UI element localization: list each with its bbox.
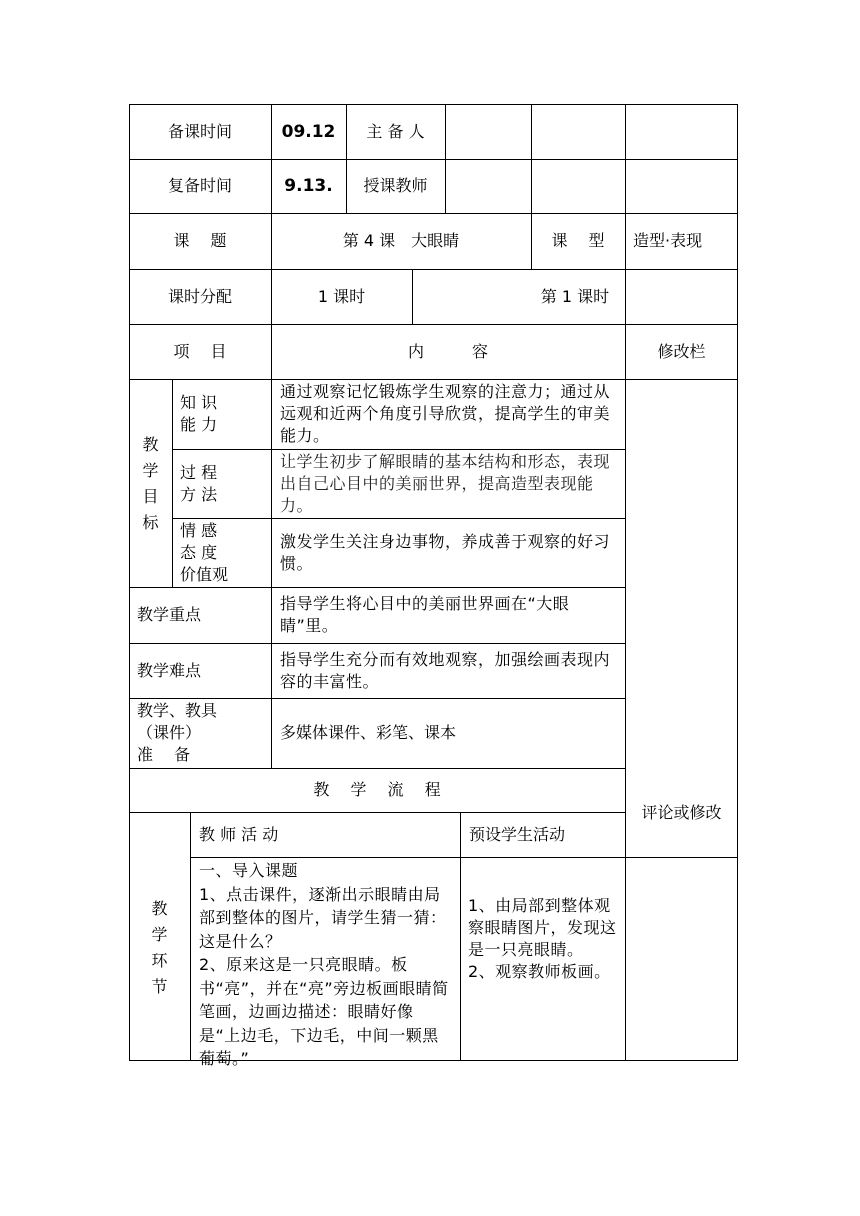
- lead-preparer-label: 主 备 人: [366, 121, 425, 141]
- materials-label: 教学、教具 （课件） 准 备: [137, 701, 218, 764]
- materials-text: 多媒体课件、彩笔、课本: [280, 723, 457, 742]
- key-points-text: 指导学生将心目中的美丽世界画在“大眼睛”里。: [280, 594, 570, 635]
- teacher-label: 授课教师: [363, 176, 428, 195]
- emotion-text: 激发学生关注身边事物，养成善于观察的好习惯。: [280, 531, 611, 573]
- student-activity-text: 1、由局部到整体观察眼睛图片，发现这是一只亮眼睛。 2、观察教师板画。: [468, 896, 617, 981]
- comment-column-header: 评论或修改: [641, 802, 722, 822]
- knowledge-text: 通过观察记忆锻炼学生观察的注意力；通过从远观和近两个角度引导欣赏，提高学生的审美能力。: [280, 382, 611, 445]
- flow-title: 教 学 流 程: [313, 780, 441, 799]
- difficulties-label: 教学难点: [137, 660, 202, 680]
- emotion-label: 情 感 态 度 价值观: [180, 520, 229, 584]
- process-label: 过 程 方 法: [180, 462, 218, 504]
- flow-section-label: 教 学 环 节: [151, 899, 168, 996]
- type-value: 造型·表现: [633, 231, 703, 250]
- topic-label: 课 题: [173, 231, 227, 250]
- lead-preparer-value: [445, 104, 531, 159]
- prep-time-value: 09.12: [281, 121, 336, 142]
- comment-cell: [625, 857, 738, 1061]
- topic-value: 第 4 课 大眼睛: [342, 231, 460, 250]
- hours-value: 1 课时: [317, 286, 366, 306]
- student-activity-header: 预设学生活动: [469, 824, 566, 844]
- difficulties-text: 指导学生充分而有效地观察，加强绘画表现内容的丰富性。: [280, 649, 611, 691]
- teacher-activity-text: 一、导入课题 1、点击课件，逐渐出示眼睛由局部到整体的图片，请学生猜一猜：这是什么？ 2、原来这是一只亮眼睛。板书“亮”，并在“亮”旁边板画眼睛简笔画，边画边描述：眼睛好像是“上边毛，下边毛，中间一颗黑葡萄。”: [199, 861, 449, 1068]
- review-time-value: 9.13.: [284, 176, 333, 196]
- teacher-value: [445, 159, 531, 213]
- teacher-activity-header: 教 师 活 动: [199, 824, 279, 844]
- item-column-header: 项 目: [173, 341, 227, 361]
- key-points-label: 教学重点: [137, 605, 202, 624]
- review-time-label: 复备时间: [167, 176, 232, 195]
- knowledge-label: 知 识 能 力: [180, 393, 218, 434]
- objectives-group-label: 教 学 目 标: [142, 434, 159, 532]
- prep-time-label: 备课时间: [167, 121, 232, 141]
- revision-column-header: 修改栏: [657, 341, 706, 361]
- type-label: 课 型: [551, 231, 605, 250]
- hours-label: 课时分配: [167, 286, 232, 306]
- process-text: 让学生初步了解眼睛的基本结构和形态，表现出自己心目中的美丽世界，提高造型表现能力。: [280, 451, 611, 515]
- session-value: 第 1 课时: [540, 286, 610, 306]
- content-column-header: 内 容: [407, 341, 488, 361]
